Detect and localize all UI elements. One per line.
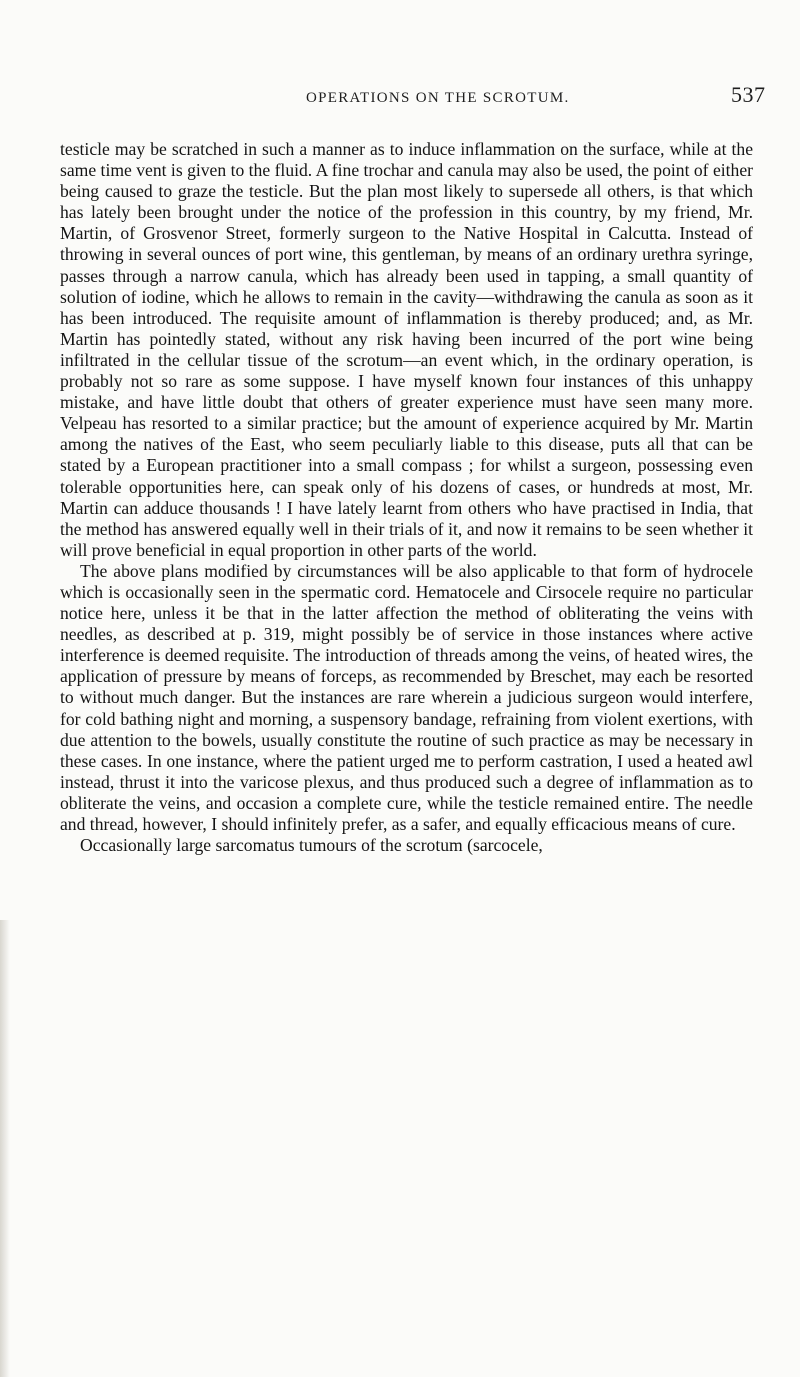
paragraph-sarcomatus-tumours: Occasionally large sarcomatus tumours of the scrotum (sarcocele, (80, 835, 543, 856)
paragraph-continued: testicle may be scratched in such a manner as to induce inflammation on the surface, while at the same time vent is given to the fluid. A fine trochar and canula may also be used, the point of either being caused to graze the testicle. But the plan most likely to supersede all others, is that which has lately been brought under the notice of the profession in this country, by my friend, Mr. Martin, of Grosvenor Street, formerly surgeon to the Native Hospital in Calcutta. Instead of throwing in several ounces of port wine, this gentleman, by means of an ordinary urethra syringe, passes through a narrow canula, which has already been used in tapping, a small quantity of solution of iodine, which he allows to remain in the cavity—withdrawing the canula as soon as it has been introduced. The requisite amount of inflammation is thereby produced; and, as Mr. Martin has pointedly stated, without any risk having been incurred of the port wine being infiltrated in the cellular tissue of the scrotum—an event which, in the ordinary operation, is probably not so rare as some suppose. I have myself known four instances of this unhappy mistake, and have little doubt that others of greater experience must have seen many more. Velpeau has resorted to a similar practice; but the amount of experience acquired by Mr. Martin among the natives of the East, who seem peculiarly liable to this disease, puts all that can be stated by a European practitioner into a small compass ; for whilst a surgeon, possessing even tolerable opportunities here, can speak only of his dozens of cases, or hundreds at most, Mr. Martin can adduce thousands ! I have lately learnt from others who have practised in India, that the method has answered equally well in their trials of it, and now it remains to be seen whether it will prove beneficial in equal proportion in other parts of the world. (60, 139, 753, 560)
paragraph-hydrocele-cord: The above plans modified by circumstances will be also applicable to that form of hydrocele which is occasionally seen in the spermatic cord. Hematocele and Cirsocele require no particular notice here, unless it be that in the latter affection the method of obliterating the veins with needles, as described at p. 319, might possibly be of service in those instances where active interference is deemed requisite. The introduction of threads among the veins, of heated wires, the application of pressure by means of forceps, as recommended by Breschet, may each be resorted to without much danger. But the instances are rare wherein a judicious surgeon would interfere, for cold bathing night and morning, a suspensory bandage, refraining from violent exertions, with due attention to the bowels, usually constitute the routine of such practice as may be necessary in these cases. In one instance, where the patient urged me to perform castration, I used a heated awl instead, thrust it into the varicose plexus, and thus produced such a degree of inflammation as to obliterate the veins, and occasion a complete cure, while the testicle remained entire. The needle and thread, however, I should infinitely prefer, as a safer, and equally efficacious means of cure. (60, 560, 753, 834)
running-title: OPERATIONS ON THE SCROTUM. (306, 90, 570, 106)
binding-shadow (0, 920, 10, 1377)
running-head (0, 82, 800, 112)
body-text (60, 139, 753, 856)
page-number: 537 (731, 82, 766, 107)
